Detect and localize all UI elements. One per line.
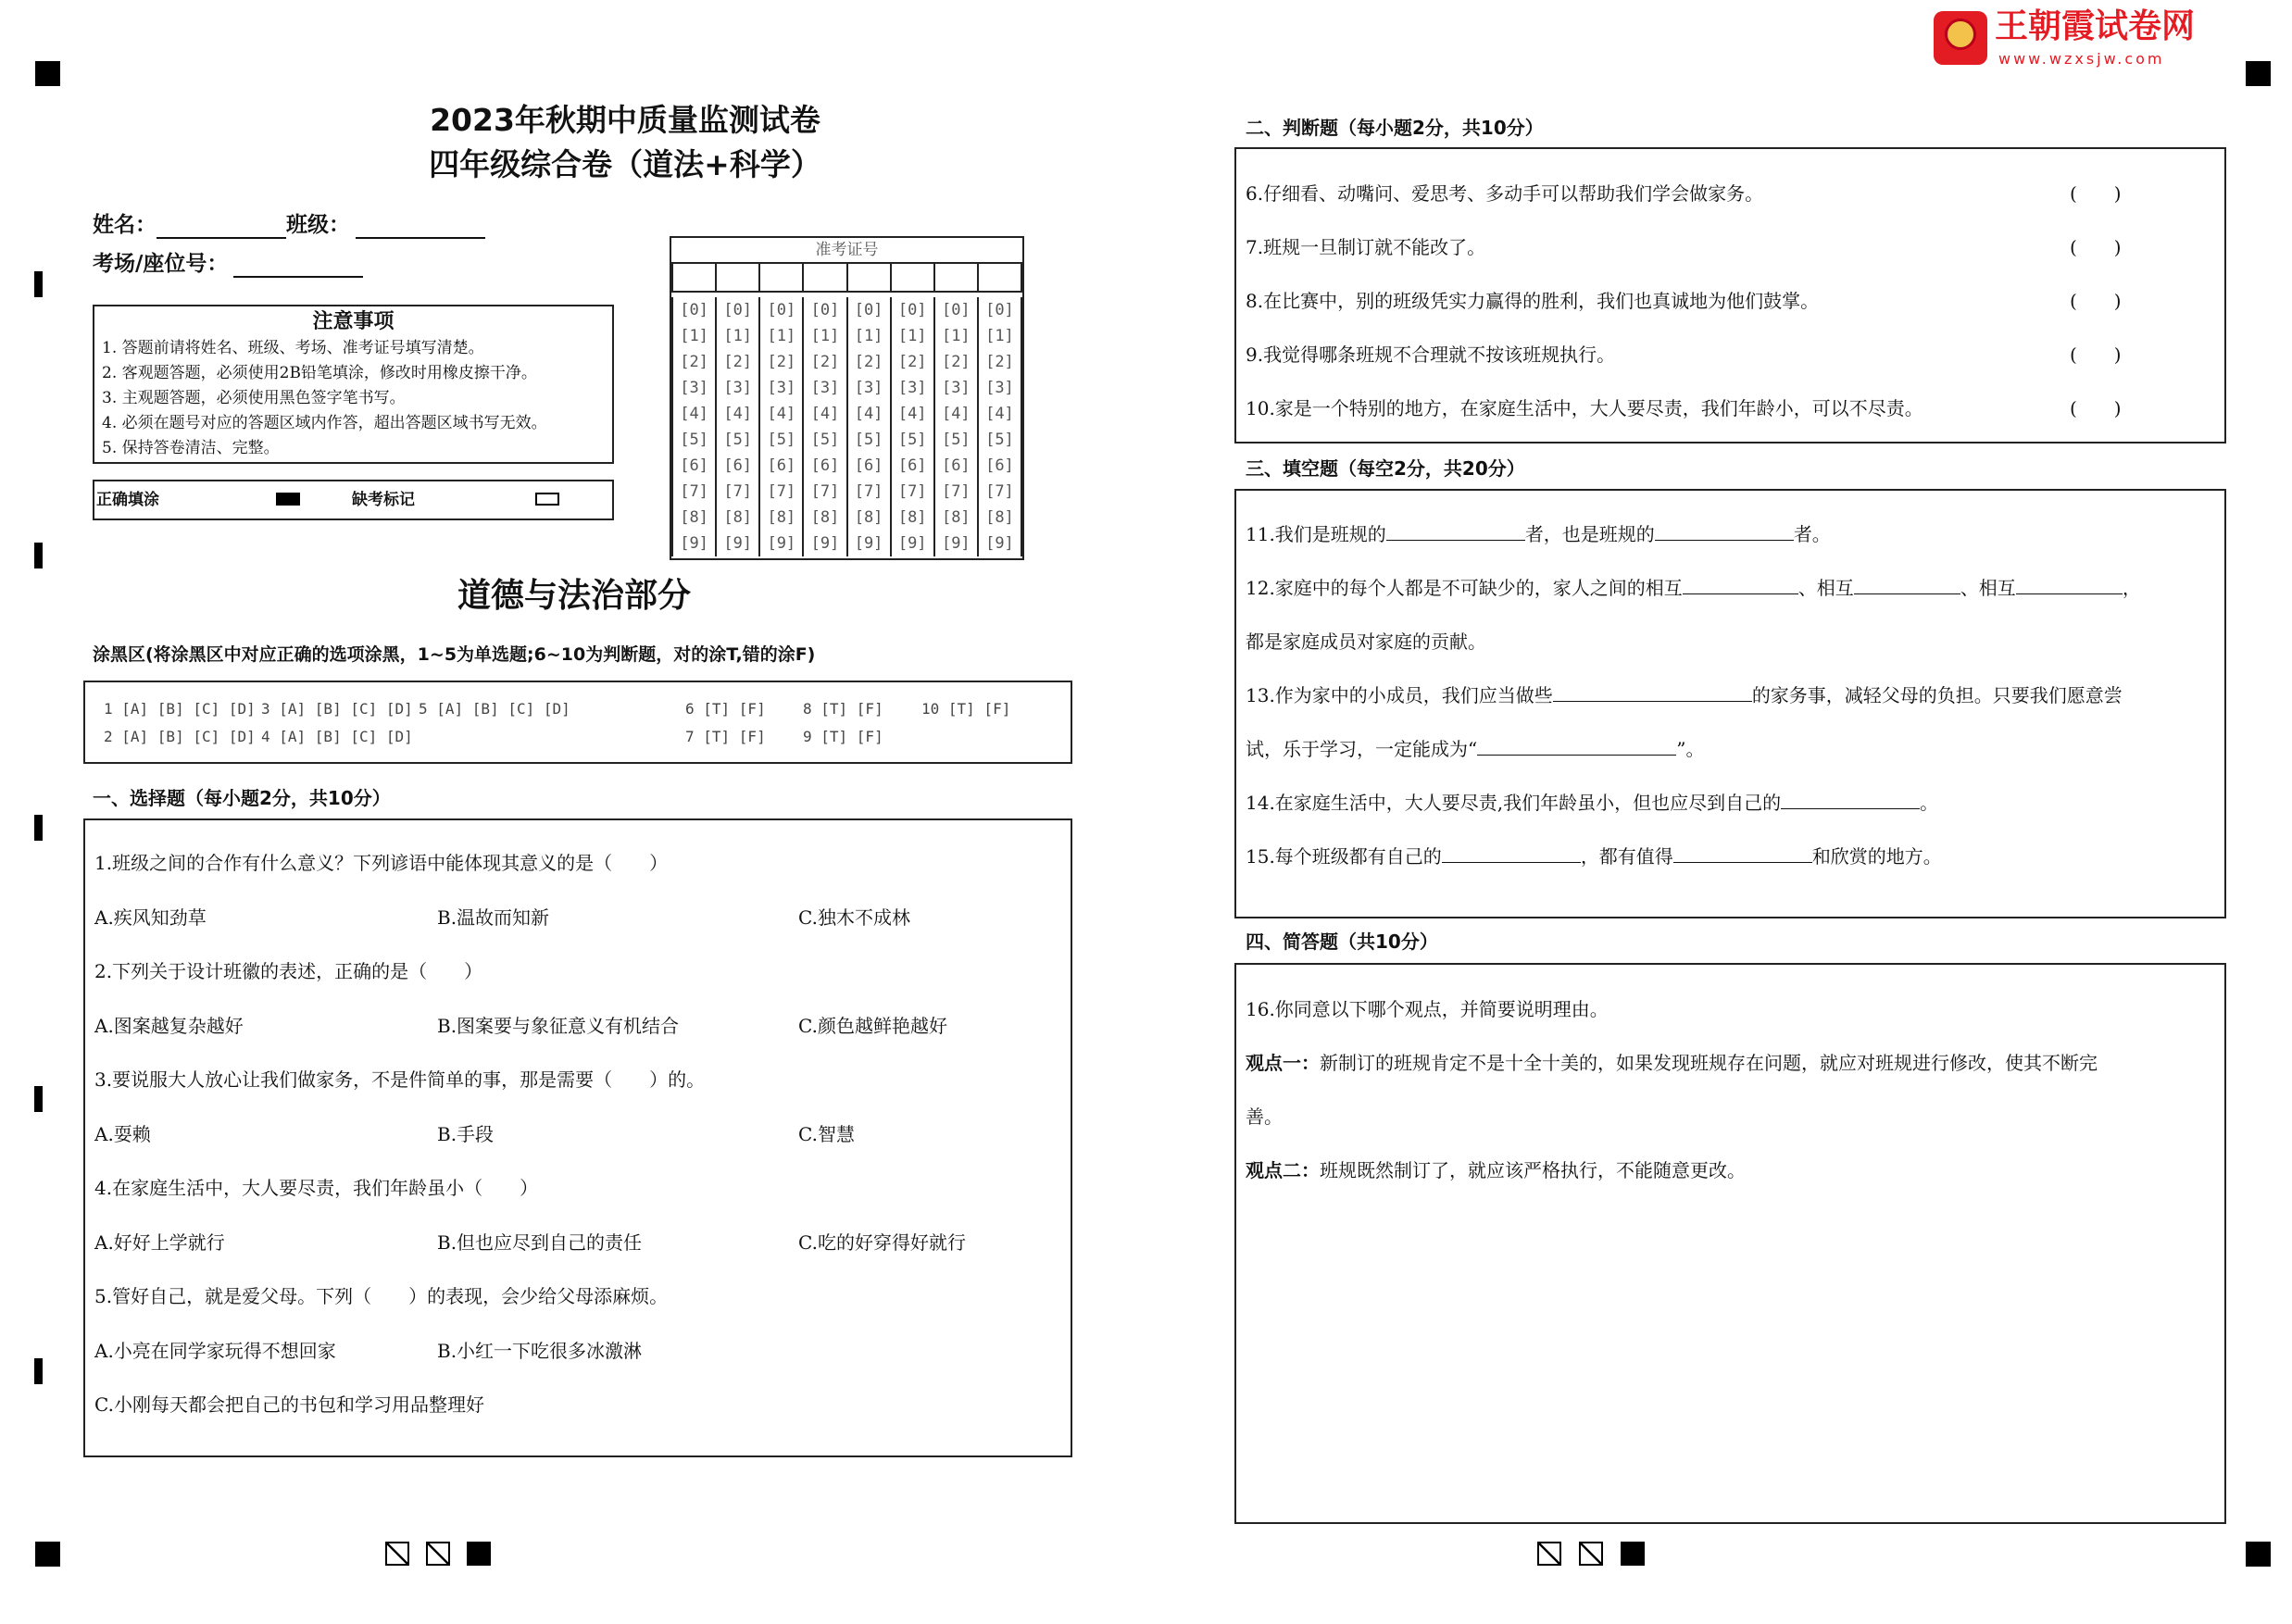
- choice-header: 一、选择题（每小题2分，共10分）: [93, 787, 391, 809]
- ticket-digit-bubble[interactable]: [2]: [672, 349, 716, 375]
- ticket-digit-bubble[interactable]: [8]: [891, 505, 934, 531]
- ticket-digit-bubble[interactable]: [4]: [891, 401, 934, 427]
- ticket-digit-bubble[interactable]: [7]: [978, 479, 1021, 505]
- ticket-digit-bubble[interactable]: [2]: [891, 349, 934, 375]
- ticket-digit-bubble[interactable]: [2]: [934, 349, 978, 375]
- ticket-digit-input[interactable]: [847, 264, 891, 292]
- short-answer-box[interactable]: [1234, 963, 2226, 1524]
- page-code-box: [385, 1542, 409, 1566]
- ticket-digit-bubble[interactable]: [9]: [978, 531, 1021, 556]
- fill-instructions: 涂黑区(将涂黑区中对应正确的选项涂黑，1~5为单选题;6~10为判断题，对的涂T,错的涂F): [93, 644, 816, 665]
- ticket-digit-input[interactable]: [934, 264, 978, 292]
- ticket-digit-bubble[interactable]: [6]: [891, 453, 934, 479]
- question-12-cont: 都是家庭成员对家庭的贡献。: [1246, 631, 1486, 653]
- choice-option: A.耍赖: [94, 1122, 151, 1145]
- answer-blank[interactable]: [1854, 576, 1960, 594]
- answer-bubble-row-10[interactable]: 10 [T] [F]: [921, 700, 1011, 718]
- corner-mark: [35, 1542, 60, 1567]
- ticket-digit-bubble[interactable]: [0]: [847, 297, 891, 323]
- choice-option: B.但也应尽到自己的责任: [437, 1230, 643, 1254]
- ticket-digit-bubble[interactable]: [4]: [759, 401, 803, 427]
- ticket-digit-input[interactable]: [759, 264, 803, 292]
- ticket-digit-bubble[interactable]: [1]: [934, 323, 978, 349]
- ticket-digit-bubble[interactable]: [6]: [847, 453, 891, 479]
- ticket-digit-bubble[interactable]: [5]: [934, 427, 978, 453]
- choice-option: A.好好上学就行: [94, 1230, 225, 1254]
- ticket-digit-bubble[interactable]: [0]: [978, 297, 1021, 323]
- notes-box: [93, 305, 614, 464]
- judge-box: [1234, 147, 2226, 443]
- ticket-digit-bubble[interactable]: [1]: [716, 323, 759, 349]
- answer-blank[interactable]: [1477, 737, 1676, 756]
- ticket-digit-bubble[interactable]: [9]: [934, 531, 978, 556]
- logo-emblem-icon: [1934, 11, 1987, 65]
- ticket-digit-input[interactable]: [803, 264, 846, 292]
- ticket-digit-bubble[interactable]: [3]: [934, 375, 978, 401]
- answer-bubble-row-1[interactable]: 1 [A] [B] [C] [D]: [104, 700, 256, 718]
- choice-option: B.温故而知新: [437, 906, 550, 929]
- corner-mark: [2246, 61, 2271, 86]
- class-label: 班级：: [286, 213, 350, 237]
- ticket-digit-bubble[interactable]: [8]: [803, 505, 846, 531]
- choice-question: 2.下列关于设计班徽的表述，正确的是（ ）: [94, 960, 483, 982]
- ticket-digit-bubble[interactable]: [5]: [803, 427, 846, 453]
- answer-blank[interactable]: [1781, 791, 1920, 809]
- name-label: 姓名：: [93, 213, 157, 237]
- answer-bubble-row-2[interactable]: 2 [A] [B] [C] [D]: [104, 728, 256, 745]
- page-code-box: [1537, 1542, 1561, 1566]
- bubble-area: [83, 681, 1072, 764]
- fill-box: [1234, 489, 2226, 918]
- ticket-digit-bubble[interactable]: [6]: [803, 453, 846, 479]
- ticket-digit-bubble[interactable]: [4]: [672, 401, 716, 427]
- seat-input[interactable]: [233, 254, 363, 278]
- viewpoint-1: 观点一：新制订的班规肯定不是十全十美的，如果发现班规存在问题，就应对班规进行修改，使其不断完: [1246, 1052, 2098, 1074]
- side-mark: [34, 271, 43, 297]
- ticket-digit-bubble[interactable]: [2]: [847, 349, 891, 375]
- ticket-digit-bubble[interactable]: [1]: [978, 323, 1021, 349]
- ticket-digit-bubble[interactable]: [4]: [847, 401, 891, 427]
- question-16: 16.你同意以下哪个观点，并简要说明理由。: [1246, 998, 1609, 1020]
- choice-option: B.手段: [437, 1122, 495, 1145]
- choice-option: B.图案要与象征意义有机结合: [437, 1014, 680, 1037]
- judge-header: 二、判断题（每小题2分，共10分）: [1246, 117, 1544, 139]
- ticket-digit-bubble[interactable]: [3]: [716, 375, 759, 401]
- judge-answer-paren[interactable]: ( ): [2070, 397, 2122, 419]
- fill-header: 三、填空题（每空2分，共20分）: [1246, 457, 1525, 480]
- ticket-digit-input[interactable]: [891, 264, 934, 292]
- ticket-digit-bubble[interactable]: [9]: [759, 531, 803, 556]
- ticket-digit-bubble[interactable]: [6]: [716, 453, 759, 479]
- ticket-digit-bubble[interactable]: [7]: [759, 479, 803, 505]
- judge-question: 9.我觉得哪条班规不合理就不按该班规执行。: [1246, 344, 1616, 366]
- choice-option: C.吃的好穿得好就行: [798, 1230, 966, 1254]
- ticket-digit-bubble[interactable]: [3]: [803, 375, 846, 401]
- side-mark: [34, 1086, 43, 1112]
- section-title: 道德与法治部分: [457, 577, 691, 615]
- ticket-digit-bubble[interactable]: [7]: [891, 479, 934, 505]
- choice-option: C.智慧: [798, 1122, 855, 1145]
- page-code-box: [1579, 1542, 1603, 1566]
- ticket-digit-bubble[interactable]: [2]: [803, 349, 846, 375]
- answer-bubble-row-8[interactable]: 8 [T] [F]: [803, 700, 883, 718]
- judge-answer-paren[interactable]: ( ): [2070, 236, 2122, 258]
- answer-blank[interactable]: [1655, 522, 1794, 541]
- student-info: [93, 211, 485, 239]
- ticket-digit-bubble[interactable]: [1]: [759, 323, 803, 349]
- seat-info: [93, 250, 363, 278]
- note-item: 3. 主观题答题，必须使用黑色签字笔书写。: [102, 389, 406, 407]
- judge-answer-paren[interactable]: ( ): [2070, 344, 2122, 366]
- judge-question: 6.仔细看、动嘴问、爱思考、多动手可以帮助我们学会做家务。: [1246, 182, 1764, 205]
- question-14: 14.在家庭生活中，大人要尽责,我们年龄虽小，但也应尽到自己的 。: [1246, 792, 1939, 814]
- logo-name: 王朝霞试卷网: [1995, 7, 2196, 45]
- ticket-digit-bubble[interactable]: [9]: [716, 531, 759, 556]
- side-mark: [34, 815, 43, 841]
- choice-option: A.小亮在同学家玩得不想回家: [94, 1339, 336, 1362]
- choice-option: A.图案越复杂越好: [94, 1014, 244, 1037]
- answer-bubble-row-6[interactable]: 6 [T] [F]: [685, 700, 766, 718]
- choice-option: C.独木不成林: [798, 906, 910, 929]
- corner-mark: [35, 61, 60, 86]
- ticket-digit-bubble[interactable]: [5]: [847, 427, 891, 453]
- question-11: 11.我们是班规的 者，也是班规的 者。: [1246, 523, 1831, 545]
- ticket-digit-bubble[interactable]: [0]: [672, 297, 716, 323]
- ticket-digit-bubble[interactable]: [7]: [934, 479, 978, 505]
- choice-question: C.小刚每天都会把自己的书包和学习用品整理好: [94, 1393, 484, 1416]
- seat-label: 考场/座位号：: [93, 252, 229, 276]
- side-mark: [34, 543, 43, 568]
- ticket-digit-bubble[interactable]: [4]: [934, 401, 978, 427]
- notes-heading: 注意事项: [312, 310, 395, 333]
- ticket-digit-bubble[interactable]: [5]: [978, 427, 1021, 453]
- name-input[interactable]: [157, 215, 286, 239]
- ticket-digit-bubble[interactable]: [5]: [716, 427, 759, 453]
- fill-legend: [93, 480, 614, 520]
- viewpoint-1-cont: 善。: [1246, 1106, 1283, 1128]
- ticket-digit-bubble[interactable]: [0]: [934, 297, 978, 323]
- ticket-digit-bubble[interactable]: [6]: [934, 453, 978, 479]
- choice-question: 5.管好自己，就是爱父母。下列（ ）的表现，会少给父母添麻烦。: [94, 1285, 669, 1307]
- note-item: 4. 必须在题号对应的答题区域内作答，超出答题区域书写无效。: [102, 414, 547, 432]
- question-13: 13.作为家中的小成员，我们应当做些 的家务事，减轻父母的负担。只要我们愿意尝: [1246, 684, 2123, 706]
- ticket-number-grid: [670, 236, 1024, 560]
- ticket-digit-bubble[interactable]: [4]: [803, 401, 846, 427]
- ticket-digit-bubble[interactable]: [2]: [759, 349, 803, 375]
- answer-blank[interactable]: [2016, 576, 2123, 594]
- page-code-box: [426, 1542, 450, 1566]
- ticket-digit-bubble[interactable]: [7]: [716, 479, 759, 505]
- ticket-digit-bubble[interactable]: [9]: [803, 531, 846, 556]
- answer-blank[interactable]: [1683, 576, 1798, 594]
- corner-mark: [2246, 1542, 2271, 1567]
- ticket-digit-bubble[interactable]: [6]: [759, 453, 803, 479]
- class-input[interactable]: [356, 215, 485, 239]
- ticket-digit-bubble[interactable]: [0]: [803, 297, 846, 323]
- answer-bubble-row-9[interactable]: 9 [T] [F]: [803, 728, 883, 745]
- ticket-digit-bubble[interactable]: [3]: [891, 375, 934, 401]
- answer-blank[interactable]: [1673, 844, 1812, 863]
- question-12: 12.家庭中的每个人都是不可缺少的，家人之间的相互 、相互 、相互 ，: [1246, 577, 2141, 599]
- ticket-digit-bubble[interactable]: [3]: [759, 375, 803, 401]
- choice-question: 3.要说服大人放心让我们做家务，不是件简单的事，那是需要（ ）的。: [94, 1068, 706, 1091]
- side-mark: [34, 1358, 43, 1384]
- short-header: 四、简答题（共10分）: [1246, 931, 1438, 953]
- choice-option: B.小红一下吃很多冰激淋: [437, 1339, 643, 1362]
- ticket-digit-bubble[interactable]: [1]: [847, 323, 891, 349]
- ticket-digit-bubble[interactable]: [9]: [891, 531, 934, 556]
- page-code-box: [467, 1542, 491, 1566]
- ticket-digit-bubble[interactable]: [3]: [672, 375, 716, 401]
- ticket-digit-bubble[interactable]: [0]: [716, 297, 759, 323]
- ticket-digit-bubble[interactable]: [4]: [978, 401, 1021, 427]
- answer-blank[interactable]: [1442, 844, 1581, 863]
- question-15: 15.每个班级都有自己的 ，都有值得 和欣赏的地方。: [1246, 845, 1942, 868]
- note-item: 1. 答题前请将姓名、班级、考场、准考证号填写清楚。: [102, 339, 484, 357]
- ticket-digit-bubble[interactable]: [5]: [759, 427, 803, 453]
- ticket-digit-bubble[interactable]: [7]: [672, 479, 716, 505]
- ticket-digit-bubble[interactable]: [8]: [716, 505, 759, 531]
- answer-bubble-row-4[interactable]: 4 [A] [B] [C] [D]: [261, 728, 413, 745]
- ticket-digit-bubble[interactable]: [8]: [672, 505, 716, 531]
- ticket-digit-bubble[interactable]: [1]: [672, 323, 716, 349]
- choice-option: A.疾风知劲草: [94, 906, 207, 929]
- note-item: 2. 客观题答题，必须使用2B铅笔填涂，修改时用橡皮擦干净。: [102, 364, 537, 382]
- ticket-digit-bubble[interactable]: [4]: [716, 401, 759, 427]
- ticket-digit-bubble[interactable]: [1]: [891, 323, 934, 349]
- ticket-digit-bubble[interactable]: [1]: [803, 323, 846, 349]
- ticket-digit-bubble[interactable]: [8]: [934, 505, 978, 531]
- ticket-digit-bubble[interactable]: [3]: [978, 375, 1021, 401]
- judge-question: 8.在比赛中，别的班级凭实力赢得的胜利，我们也真诚地为他们鼓掌。: [1246, 290, 1820, 312]
- question-13-cont: 试，乐于学习，一定能成为“ ”。: [1246, 738, 1705, 760]
- ticket-digit-bubble[interactable]: [8]: [847, 505, 891, 531]
- ticket-digit-bubble[interactable]: [2]: [978, 349, 1021, 375]
- answer-blank[interactable]: [1553, 683, 1752, 702]
- ticket-digit-bubble[interactable]: [0]: [759, 297, 803, 323]
- note-item: 5. 保持答卷清洁、完整。: [102, 439, 280, 457]
- ticket-digit-bubble[interactable]: [3]: [847, 375, 891, 401]
- ticket-digit-bubble[interactable]: [0]: [891, 297, 934, 323]
- viewpoint-2: 观点二：班规既然制订了，就应该严格执行，不能随意更改。: [1246, 1159, 1746, 1181]
- ticket-digit-bubble[interactable]: [6]: [978, 453, 1021, 479]
- judge-answer-paren[interactable]: ( ): [2070, 182, 2122, 205]
- ticket-digit-input[interactable]: [716, 264, 759, 292]
- ticket-digit-bubble[interactable]: [6]: [672, 453, 716, 479]
- ticket-digit-bubble[interactable]: [7]: [847, 479, 891, 505]
- choice-question: 1.班级之间的合作有什么意义？下列谚语中能体现其意义的是（ ）: [94, 852, 669, 874]
- ticket-digit-bubble[interactable]: [9]: [847, 531, 891, 556]
- ticket-digit-bubble[interactable]: [5]: [672, 427, 716, 453]
- ticket-digit-bubble[interactable]: [9]: [672, 531, 716, 556]
- choice-option: C.颜色越鲜艳越好: [798, 1014, 947, 1037]
- ticket-label: 准考证号: [671, 238, 1022, 264]
- choice-question: 4.在家庭生活中，大人要尽责，我们年龄虽小（ ）: [94, 1177, 539, 1199]
- ticket-digit-input[interactable]: [672, 264, 716, 292]
- page-code-box: [1621, 1542, 1645, 1566]
- filled-box-icon: [276, 493, 300, 506]
- correct-fill-label: 正确填涂: [96, 491, 159, 509]
- ticket-digit-bubble[interactable]: [2]: [716, 349, 759, 375]
- judge-question: 7.班规一旦制订就不能改了。: [1246, 236, 1486, 258]
- judge-question: 10.家是一个特别的地方，在家庭生活中，大人要尽责，我们年龄小，可以不尽责。: [1246, 397, 1923, 419]
- absent-checkbox[interactable]: [535, 493, 559, 506]
- site-logo: [1934, 7, 2230, 72]
- judge-answer-paren[interactable]: ( ): [2070, 290, 2122, 312]
- ticket-digit-bubble[interactable]: [5]: [891, 427, 934, 453]
- answer-bubble-row-7[interactable]: 7 [T] [F]: [685, 728, 766, 745]
- answer-blank[interactable]: [1386, 522, 1525, 541]
- absent-mark-label: 缺考标记: [352, 491, 415, 509]
- ticket-digit-bubble[interactable]: [7]: [803, 479, 846, 505]
- choice-box: [83, 818, 1072, 1457]
- answer-bubble-row-5[interactable]: 5 [A] [B] [C] [D]: [419, 700, 570, 718]
- exam-title: 2023年秋期中质量监测试卷: [430, 102, 820, 138]
- ticket-digit-input[interactable]: [978, 264, 1021, 292]
- ticket-digit-bubble[interactable]: [8]: [978, 505, 1021, 531]
- answer-bubble-row-3[interactable]: 3 [A] [B] [C] [D]: [261, 700, 413, 718]
- exam-subtitle: 四年级综合卷（道法+科学）: [429, 146, 821, 182]
- ticket-digit-bubble[interactable]: [8]: [759, 505, 803, 531]
- logo-url: www.wzxsjw.com: [1998, 50, 2165, 68]
